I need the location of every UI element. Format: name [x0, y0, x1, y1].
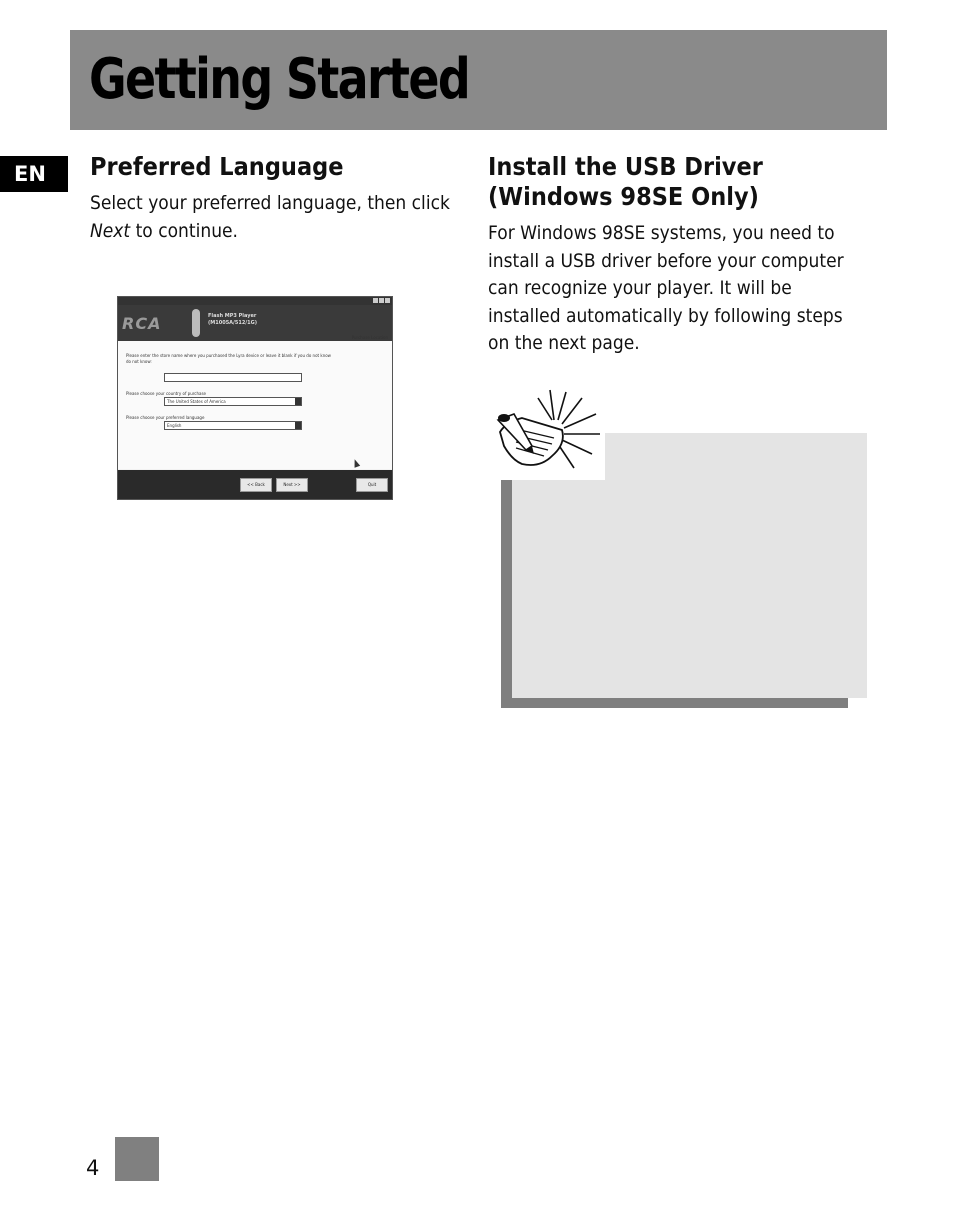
- chevron-down-icon: [295, 398, 301, 405]
- mouse-cursor-icon: [352, 458, 360, 468]
- language-prompt: Please choose your preferred language: [126, 415, 205, 420]
- language-select[interactable]: [164, 421, 302, 430]
- chevron-down-icon: [295, 422, 301, 429]
- preferred-language-heading: Preferred Language: [90, 152, 344, 181]
- store-prompt: Please enter the store name where you purchased the Lyra device or leave it blank if you do not know: [126, 353, 331, 358]
- header-bar: [70, 30, 887, 130]
- minimize-icon: [373, 298, 378, 303]
- installer-body: [118, 335, 392, 469]
- product-name-line2: (M1005A/512/1G): [208, 320, 258, 326]
- rca-logo: RCA: [122, 314, 162, 333]
- page-title: Getting Started: [89, 47, 470, 112]
- country-select[interactable]: [164, 397, 302, 406]
- page-tab: [115, 1137, 159, 1181]
- usb-driver-section: [488, 152, 873, 358]
- store-input[interactable]: [164, 373, 302, 382]
- note-icon: [492, 384, 606, 476]
- preferred-language-text: [90, 190, 468, 245]
- language-value: English: [167, 423, 182, 428]
- usb-driver-heading-line2: (Windows 98SE Only): [488, 182, 759, 211]
- usb-driver-heading-line1: Install the USB Driver: [488, 152, 763, 181]
- usb-driver-text: For Windows 98SE systems, you need to install a USB driver before your computer can recognize your player. It will be installed automatically by following steps on the next page.: [488, 222, 844, 354]
- language-tab-label: EN: [14, 162, 46, 186]
- page-number: 4: [86, 1156, 100, 1180]
- usb-driver-heading: [488, 152, 835, 212]
- preferred-language-section: [90, 152, 470, 245]
- product-name: [208, 313, 257, 327]
- preferred-language-text-end: to continue.: [135, 219, 238, 242]
- product-name-line1: Flash MP3 Player: [208, 313, 257, 319]
- store-prompt-cont: do not know:: [126, 359, 152, 364]
- next-emphasis: Next: [90, 219, 131, 242]
- installer-screenshot: [117, 296, 393, 500]
- close-icon: [385, 298, 390, 303]
- player-icon: [192, 309, 200, 337]
- quit-button[interactable]: Quit: [356, 478, 388, 492]
- installer-footer: [118, 470, 392, 499]
- country-value: The United States of America: [167, 399, 226, 404]
- back-button[interactable]: << Back: [240, 478, 272, 492]
- next-button[interactable]: Next >>: [276, 478, 308, 492]
- maximize-icon: [379, 298, 384, 303]
- language-tab: [0, 156, 68, 192]
- country-prompt: Please choose your country of purchase: [126, 391, 207, 396]
- preferred-language-text-start: Select your preferred language, then click: [90, 192, 450, 214]
- section-label: Purchase Location: [351, 335, 388, 340]
- installer-titlebar: [118, 297, 392, 305]
